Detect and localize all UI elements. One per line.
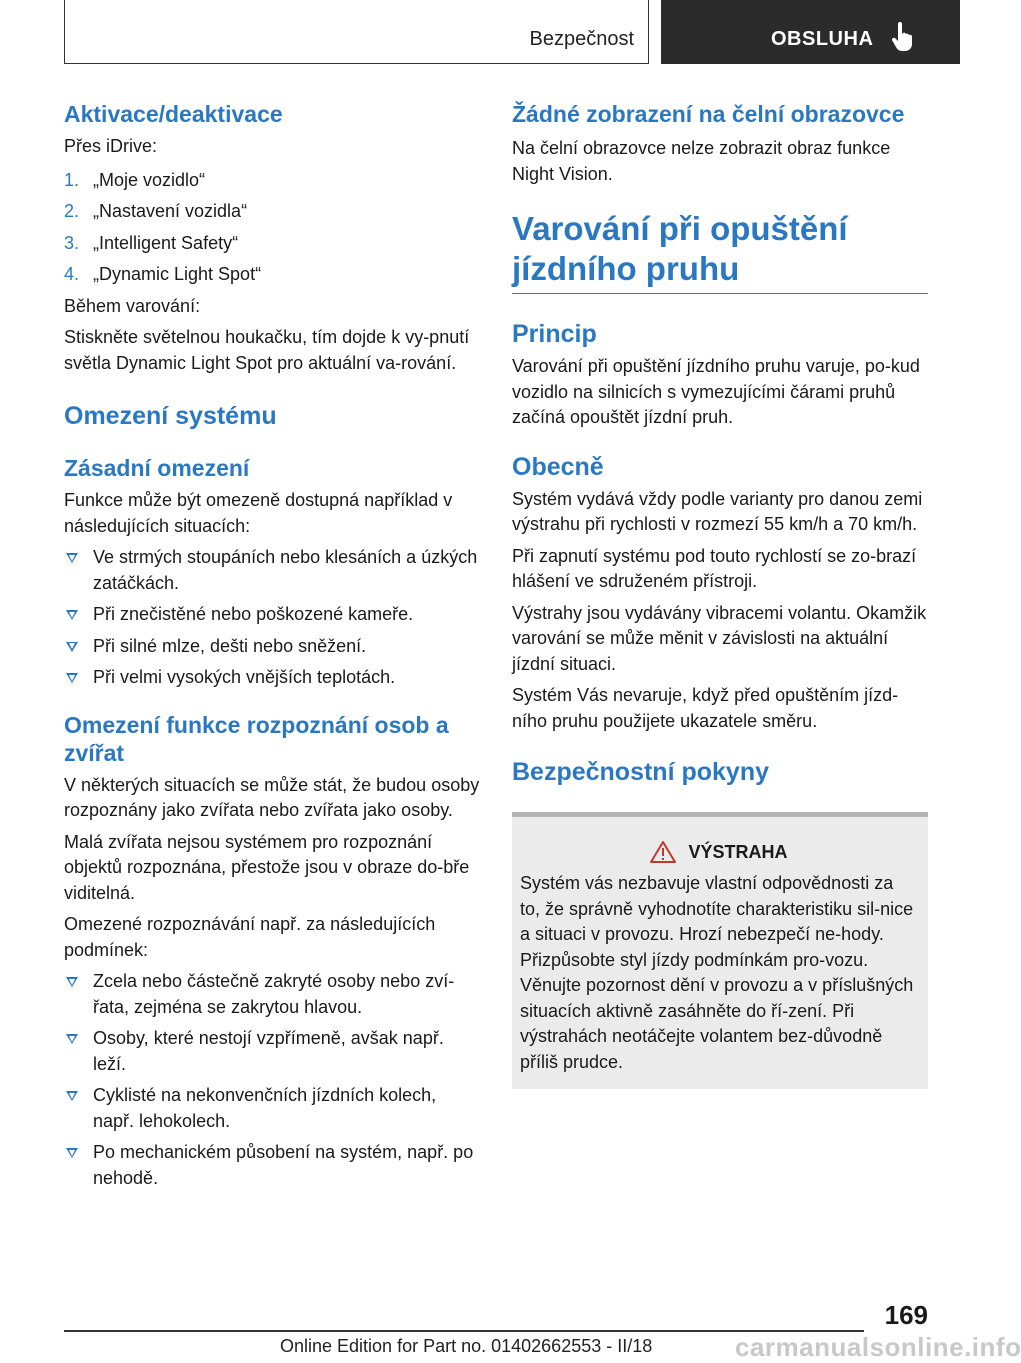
warning-text: Systém vás nezbavuje vlastní odpovědnosti za to, že správně vyhodnotíte charakteristiku sil-nice a situaci v provozu. Hrozí nebezpečí ne-hody. Přizpůsobte styl jízdy podmínkám pro-vozu. Věnujte pozornost dění v provozu a v příslušných situacích aktivně zasáhněte do ří-zení. Při výstrahách neotáčejte volantem bez-důvodně příliš prudce. <box>520 873 914 1072</box>
recognition-list <box>64 969 480 1191</box>
no-hud-display-text: Na čelní obrazovce nelze zobrazit obraz funkce Night Vision. <box>512 138 891 184</box>
step-item: 3. „Intelligent Safety“ <box>64 232 239 253</box>
recognition-p1: V některých situacích se může stát, že budou osoby rozpoznány jako zvířata nebo zvířata jako osoby. <box>64 774 480 820</box>
triangle-bullet-icon <box>66 1091 78 1101</box>
step-item: 4. „Dynamic Light Spot“ <box>64 264 262 284</box>
list-item: Při silné mlze, dešti nebo sněžení. <box>64 634 480 660</box>
principle-text: Varování při opuštění jízdního pruhu varuje, po-kud vozidlo na silnicích s vymezujícími čárami pruhů začíná opouštět jízdní pruh. <box>512 356 920 427</box>
press-flasher-text: Stiskněte světelnou houkačku, tím dojde k vy-pnutí světla Dynamic Light Spot pro aktuální va-rování. <box>64 327 470 373</box>
triangle-bullet-icon <box>66 642 78 652</box>
lane-departure-title: Varování při opuštění jízdního pruhu <box>512 210 848 287</box>
step-item: 2. „Nastavení vozidla“ <box>64 201 248 221</box>
triangle-bullet-icon <box>66 1034 78 1044</box>
triangle-bullet-icon <box>66 977 78 987</box>
list-item: Zcela nebo částečně zakryté osoby nebo zví-řata, zejména se zakrytou hlavou. <box>64 969 480 1020</box>
warning-box <box>512 812 928 1089</box>
warning-header <box>520 841 918 863</box>
triangle-bullet-icon <box>66 610 78 620</box>
activation-steps <box>64 168 480 288</box>
left-column <box>64 100 480 1191</box>
safety-notes-title: Bezpečnostní pokyny <box>512 758 769 786</box>
during-warning-text: Během varování: <box>64 295 201 316</box>
general-p3: Výstrahy jsou vydávány vibracemi volantu. Okamžik varování se může měnit v závislosti na aktuální jízdní situaci. <box>512 602 927 674</box>
step-item: 1. „Moje vozidlo“ <box>64 169 206 190</box>
warning-label: VÝSTRAHA <box>688 841 788 862</box>
list-item: Osoby, které nestojí vzpřímeně, avšak např. leží. <box>64 1026 480 1077</box>
general-title: Obecně <box>512 452 604 481</box>
list-item: Při znečistěné nebo poškozené kameře. <box>64 602 480 628</box>
lane-departure-heading <box>512 209 928 294</box>
list-item: Cyklisté na nekonvenčních jízdních kolech, např. lehokolech. <box>64 1083 480 1134</box>
triangle-bullet-icon <box>66 673 78 683</box>
list-item: Po mechanickém působení na systém, např. po nehodě. <box>64 1140 480 1191</box>
activation-title: Aktivace/deaktivace <box>64 101 283 127</box>
list-item: Při velmi vysokých vnějších teplotách. <box>64 665 480 691</box>
triangle-bullet-icon <box>66 1148 78 1158</box>
list-item: Ve strmých stoupáních nebo klesáních a úzkých zatáčkách. <box>64 545 480 596</box>
basic-limits-intro: Funkce může být omezeně dostupná například v následujících situacích: <box>64 490 453 536</box>
via-idrive-text: Přes iDrive: <box>64 136 158 156</box>
header-chapter-label: OBSLUHA <box>771 28 874 50</box>
header-section-label: Bezpečnost <box>529 28 634 50</box>
right-column <box>512 100 928 1089</box>
general-p4: Systém Vás nevaruje, když před opuštěním jízd-ního pruhu použijete ukazatele směru. <box>512 685 899 731</box>
recognition-limits-title: Omezení funkce rozpoznání osob a zvířat <box>64 711 449 766</box>
general-p1: Systém vydává vždy podle varianty pro danou zemi výstrahu při rychlosti v rozmezí 55 km/h a 70 km/h. <box>512 488 923 534</box>
pointing-hand-icon <box>891 22 915 52</box>
recognition-p2: Malá zvířata nejsou systémem pro rozpoznání objektů rozpoznána, přestože jsou v obraze do-bře viditelná. <box>64 831 470 903</box>
footer-edition: Online Edition for Part no. 01402662553 - II/18 <box>280 1336 653 1356</box>
watermark: carmanualsonline.info <box>735 1332 1021 1362</box>
page-number: 169 <box>884 1300 928 1330</box>
no-hud-display-title: Žádné zobrazení na čelní obrazovce <box>512 101 905 127</box>
system-limits-title: Omezení systému <box>64 402 277 430</box>
basic-limits-list <box>64 545 480 691</box>
general-p2: Při zapnutí systému pod touto rychlostí se zo-brazí hlášení ve sdruženém přístroji. <box>512 545 917 591</box>
principle-title: Princip <box>512 320 597 348</box>
basic-limits-title: Zásadní omezení <box>64 455 250 481</box>
warning-triangle-icon <box>650 841 676 863</box>
recognition-p3: Omezené rozpoznávání např. za následujících podmínek: <box>64 914 436 960</box>
triangle-bullet-icon <box>66 553 78 563</box>
header-chapter-tab <box>661 0 960 64</box>
